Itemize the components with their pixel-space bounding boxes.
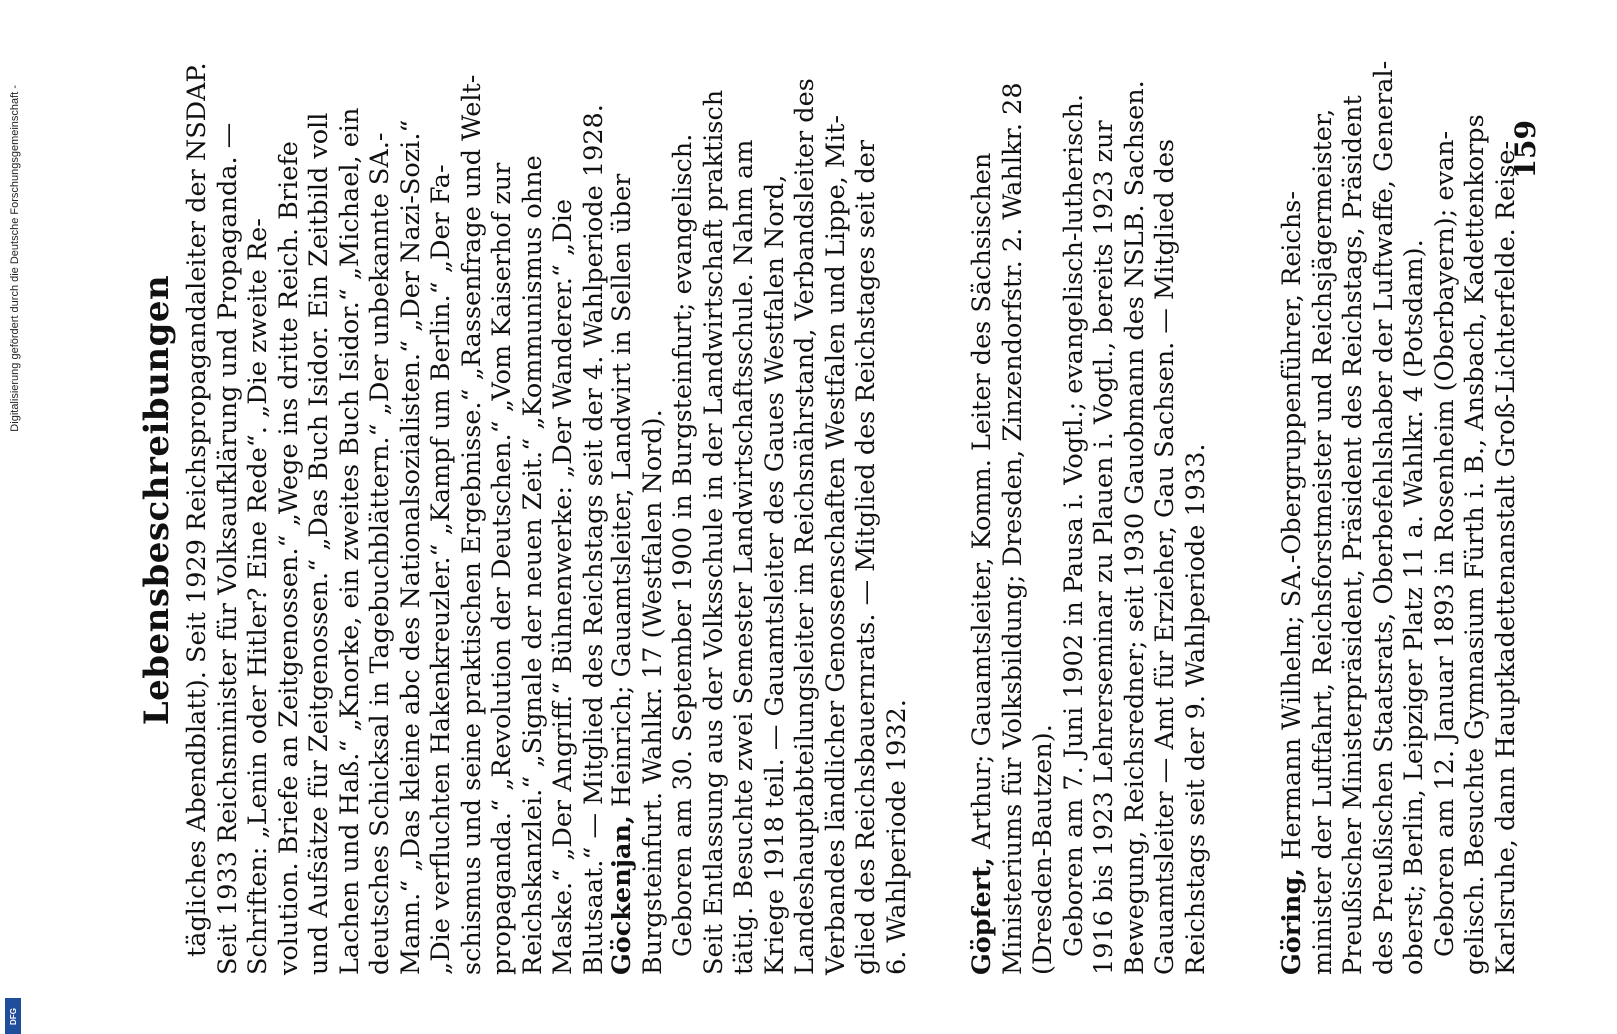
entry-name: Göckenjan, — [607, 815, 637, 975]
book-page — [100, 0, 1617, 1000]
entry-continuation — [182, 45, 609, 975]
text-line: tägliches Abendblatt). Seit 1929 Reichspropagandaleiter der NSDAP. — [182, 62, 212, 957]
text-line: Seit 1933 Reichsminister für Volksaufklärung und Propaganda. — — [212, 122, 243, 975]
text-line: Geboren am 12. Januar 1893 in Rosenheim (Oberbayern); evan- — [1429, 130, 1460, 957]
text-line: Mann.“ „Das kleine abc des Nationalsozialisten.“ „Der Nazi-Sozi.“ — [395, 119, 426, 975]
text-line: Burgsteinfurt. Wahlkr. 17 (Westfalen Nord). — [637, 409, 668, 975]
text-line: „Die verfluchten Hakenkreuzler.“ „Kampf um Berlin.“ „Der Fa- — [426, 164, 456, 975]
page-number-text: 159 — [1509, 120, 1542, 179]
text-line: Geboren am 30. September 1900 in Burgsteinfurt; evangelisch. — [668, 133, 698, 957]
entry-goeckenjan — [607, 45, 937, 975]
entry-heading — [1277, 45, 1308, 975]
text-line: Geboren am 7. Juni 1902 in Pausa i. Vogtl.; evangelisch-lutherisch. — [1058, 93, 1089, 957]
text-line: Gauamtsleiter — Amt für Erzieher, Gau Sachsen. — Mitglied des — [1150, 138, 1180, 975]
text-line: tätig. Besuchte zwei Semester Landwirtschaftsschule. Nahm am — [729, 139, 759, 975]
text-line: Preußischer Ministerpräsident, Präsident des Reichstags, Präsident — [1338, 95, 1368, 975]
text-line: Schriften: „Lenin oder Hitler? Eine Rede“. „Die zweite Re- — [243, 218, 273, 975]
text-line: propaganda.“ „Revolution der Deutschen.“ „Vom Kaiserhof zur — [487, 162, 517, 975]
entry-heading — [607, 45, 638, 975]
text-line: Lachen und Haß.“ „Knorke, ein zweites Buch Isidor.“ „Michael, ein — [334, 107, 365, 975]
entry-lead: Arthur; Gauamtsleiter, Komm. Leiter des Sächsischen — [967, 152, 997, 849]
text-line: Karlsruhe, dann Hauptkadettenanstalt Groß-Lichterfelde. Reise- — [1490, 140, 1521, 975]
text-line: 6. Wahlperiode 1932. — [881, 699, 912, 975]
text-line: 1916 bis 1923 Lehrerseminar zu Plauen i. Vogtl., bereits 1923 zur — [1089, 120, 1119, 975]
text-line: des Preußischen Staatsrats, Oberbefehlshaber der Luftwaffe, General- — [1368, 60, 1399, 975]
text-line: oberst; Berlin, Leipziger Platz 11 a. Wahlkr. 4 (Potsdam). — [1399, 239, 1429, 975]
text-line: glied des Reichsbauernrats. — Mitglied des Reichstages seit der — [851, 139, 881, 975]
text-line: Seit Entlassung aus der Volksschule in der Landwirtschaft praktisch — [698, 89, 729, 975]
page-number — [1509, 0, 1542, 1000]
text-line: (Dresden-Bautzen). — [1028, 724, 1058, 975]
footer-credit: Digitalisierung gefördert durch die Deutsche Forschungsgemeinschaft - — [9, 85, 21, 432]
text-line: Ministeriums für Volksbildung; Dresden, Zinzendorfstr. 2. Wahlkr. 28 — [997, 82, 1028, 975]
digitization-footer — [4, 40, 22, 1025]
entry-heading — [967, 45, 998, 975]
text-line: volution. Briefe an Zeitgenossen.“ „Wege ins dritte Reich. Briefe — [273, 141, 304, 975]
text-line: Verbandes ländlicher Genossenschaften Westfalen und Lippe, Mit- — [820, 114, 851, 975]
text-line: Bewegung, Reichsredner; seit 1930 Gauobmann des NSLB. Sachsen. — [1119, 80, 1150, 975]
text-line: schismus und seine praktischen Ergebnisse.“ „Rassenfrage und Welt- — [456, 74, 487, 975]
text-line: und Aufsätze für Zeitgenossen.“ „Das Buch Isidor. Ein Zeitbild voll — [304, 112, 334, 975]
text-line: Blutsaat.“ — Mitglied des Reichstags seit der 4. Wahlperiode 1928. — [578, 104, 609, 975]
text-line: gelisch. Besuchte Gymnasium Fürth i. B., Ansbach, Kadettenkorps — [1460, 114, 1490, 975]
text-line: Maske.“ „Der Angriff.“ Bühnenwerke: „Der Wanderer.“ „Die — [548, 199, 578, 975]
text-line: minister der Luftfahrt, Reichsforstmeister und Reichsjägermeister, — [1307, 108, 1338, 975]
text-line: Kriege 1918 teil. — Gauamtsleiter des Gaues Westfalen Nord, — [759, 174, 790, 975]
entry-name: Göring, — [1277, 867, 1307, 975]
entry-goepfert — [967, 45, 1247, 975]
text-line: Reichskanzlei.“ „Signale der neuen Zeit.“ „Kommunismus ohne — [517, 155, 548, 975]
text-line: Reichstags seit der 9. Wahlperiode 1933. — [1180, 443, 1211, 975]
entry-lead: Heinrich; Gauamtsleiter, Landwirt in Sellen über — [607, 173, 637, 807]
running-head: Lebensbeschreibungen — [137, 274, 177, 726]
text-line: deutsches Schicksal in Tagebuchblättern.“ „Der unbekannte SA.- — [365, 132, 395, 975]
entry-lead: Hermann Wilhelm; SA.-Obergruppenführer, Reichs- — [1277, 191, 1307, 860]
text-line: Landeshauptabteilungsleiter im Reichsnährstand, Verbandsleiter des — [790, 78, 820, 975]
dfg-logo-text: DFG — [8, 1007, 18, 1025]
dfg-logo-icon — [5, 998, 21, 1034]
entry-name: Göpfert, — [967, 857, 997, 975]
